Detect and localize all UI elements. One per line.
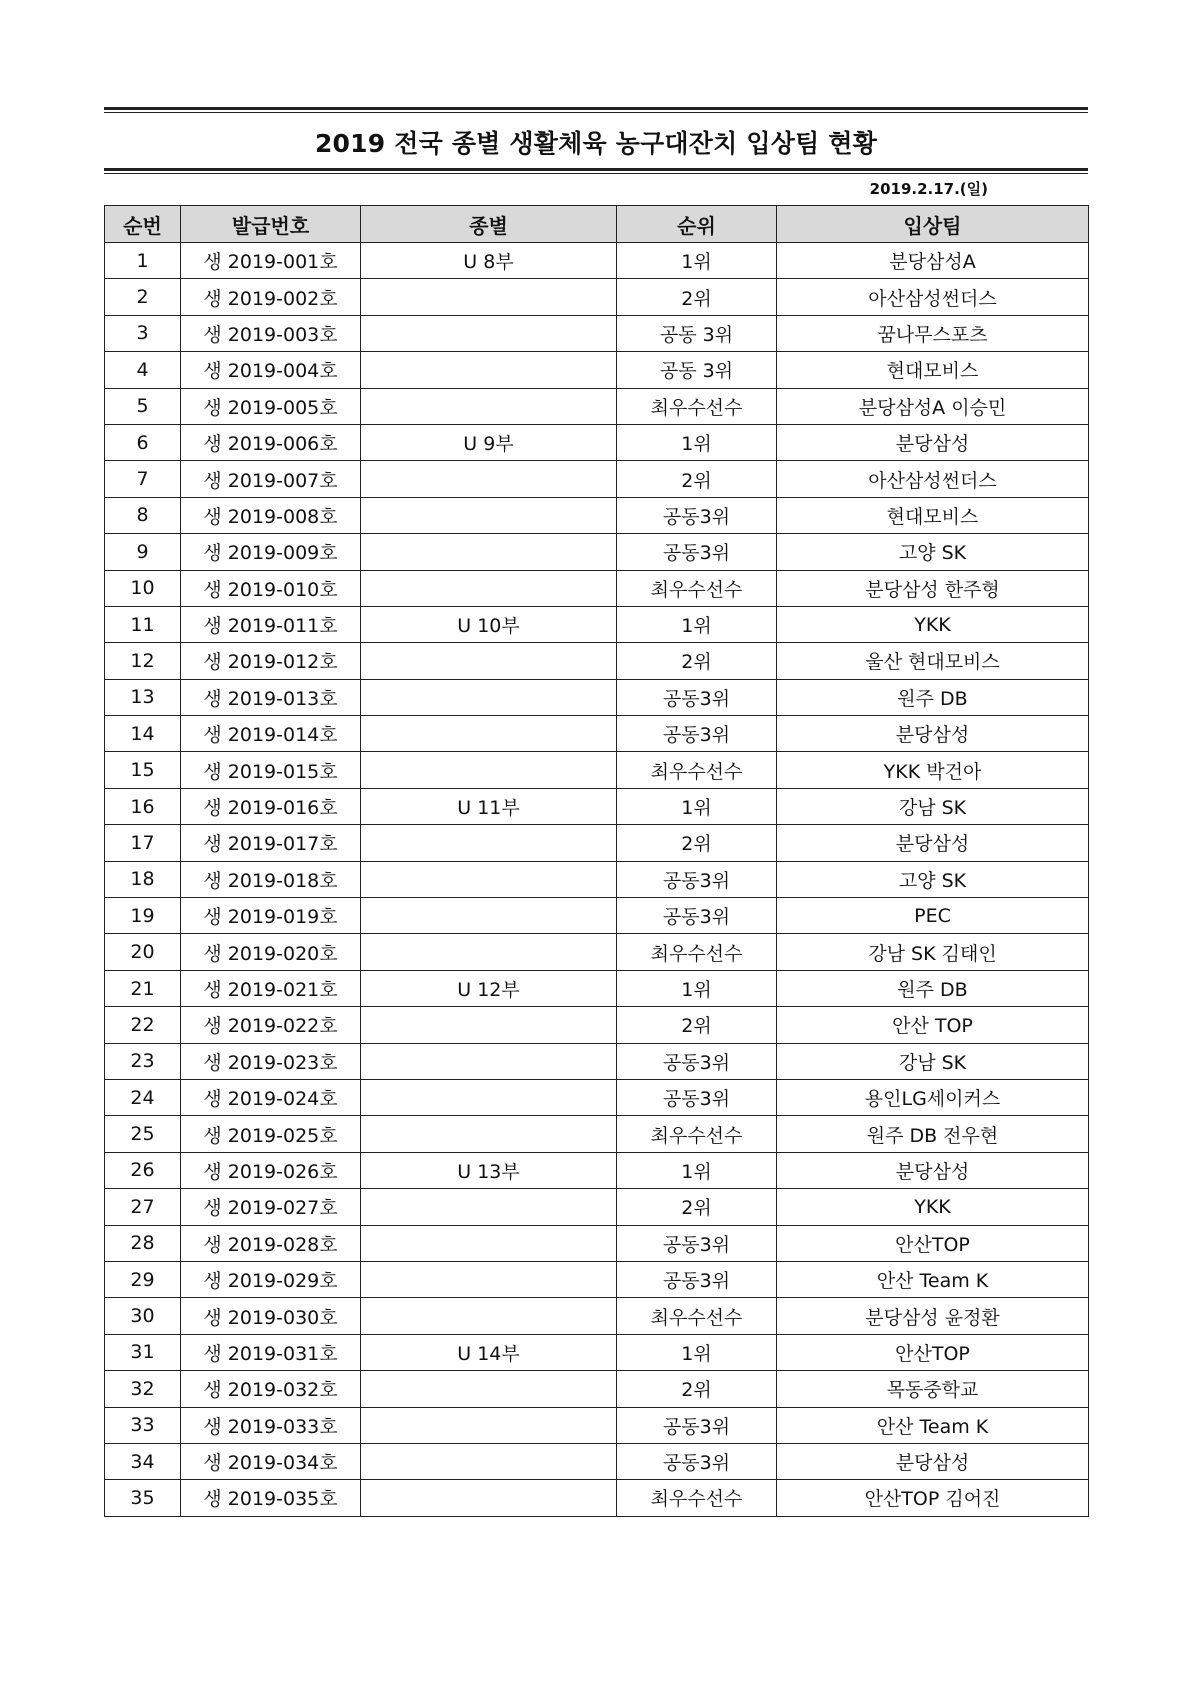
cell-seq: 7 <box>105 461 181 497</box>
title-rule-thin <box>104 173 1088 174</box>
table-row <box>105 424 1089 460</box>
cell-team: 아산삼성썬더스 <box>777 461 1089 497</box>
cell-division <box>361 1043 617 1079</box>
cell-division <box>361 388 617 424</box>
cell-seq: 27 <box>105 1189 181 1225</box>
cell-team: 현대모비스 <box>777 352 1089 388</box>
cell-division <box>361 461 617 497</box>
cell-rank: 공동3위 <box>617 1407 777 1443</box>
cell-issue-number: 생 2019-015호 <box>181 752 361 788</box>
table-row <box>105 1298 1089 1334</box>
cell-team: 안산TOP <box>777 1334 1089 1370</box>
cell-rank: 최우수선수 <box>617 934 777 970</box>
cell-team: 분당삼성 <box>777 1152 1089 1188</box>
cell-issue-number: 생 2019-009호 <box>181 534 361 570</box>
cell-division: U 8부 <box>361 243 617 279</box>
cell-division <box>361 752 617 788</box>
cell-team: YKK 박건아 <box>777 752 1089 788</box>
cell-issue-number: 생 2019-027호 <box>181 1189 361 1225</box>
cell-division <box>361 898 617 934</box>
cell-team: 용인LG세이커스 <box>777 1079 1089 1115</box>
cell-issue-number: 생 2019-017호 <box>181 825 361 861</box>
table-row <box>105 1480 1089 1516</box>
cell-division: U 9부 <box>361 424 617 460</box>
cell-seq: 3 <box>105 315 181 351</box>
cell-division <box>361 497 617 533</box>
cell-issue-number: 생 2019-033호 <box>181 1407 361 1443</box>
table-row <box>105 1079 1089 1115</box>
cell-seq: 15 <box>105 752 181 788</box>
table-row <box>105 388 1089 424</box>
cell-rank: 최우수선수 <box>617 752 777 788</box>
cell-rank: 최우수선수 <box>617 1298 777 1334</box>
cell-rank: 최우수선수 <box>617 570 777 606</box>
cell-rank: 공동 3위 <box>617 352 777 388</box>
cell-division <box>361 679 617 715</box>
cell-seq: 28 <box>105 1225 181 1261</box>
cell-issue-number: 생 2019-035호 <box>181 1480 361 1516</box>
document-title: 2019 전국 종별 생활체육 농구대잔치 입상팀 현황 <box>314 129 878 158</box>
cell-seq: 11 <box>105 606 181 642</box>
cell-team: 원주 DB 전우현 <box>777 1116 1089 1152</box>
table-row <box>105 534 1089 570</box>
cell-team: 원주 DB <box>777 970 1089 1006</box>
cell-division <box>361 1116 617 1152</box>
cell-rank: 공동3위 <box>617 534 777 570</box>
cell-team: 분당삼성 <box>777 716 1089 752</box>
cell-issue-number: 생 2019-021호 <box>181 970 361 1006</box>
cell-division <box>361 1298 617 1334</box>
cell-issue-number: 생 2019-012호 <box>181 643 361 679</box>
cell-issue-number: 생 2019-023호 <box>181 1043 361 1079</box>
table-row <box>105 1152 1089 1188</box>
cell-rank: 공동3위 <box>617 497 777 533</box>
cell-seq: 2 <box>105 279 181 315</box>
cell-team: 안산 Team K <box>777 1407 1089 1443</box>
cell-seq: 5 <box>105 388 181 424</box>
cell-division <box>361 1480 617 1516</box>
table-row <box>105 497 1089 533</box>
cell-issue-number: 생 2019-020호 <box>181 934 361 970</box>
table-row <box>105 461 1089 497</box>
header-team: 입상팀 <box>777 206 1089 243</box>
cell-seq: 22 <box>105 1007 181 1043</box>
table-row <box>105 279 1089 315</box>
cell-division <box>361 534 617 570</box>
award-table <box>104 205 1089 1517</box>
cell-seq: 33 <box>105 1407 181 1443</box>
cell-rank: 공동3위 <box>617 898 777 934</box>
cell-division <box>361 570 617 606</box>
cell-team: 안산 Team K <box>777 1261 1089 1297</box>
cell-rank: 공동3위 <box>617 1043 777 1079</box>
cell-issue-number: 생 2019-019호 <box>181 898 361 934</box>
table-row <box>105 352 1089 388</box>
cell-issue-number: 생 2019-030호 <box>181 1298 361 1334</box>
table-row <box>105 315 1089 351</box>
cell-seq: 23 <box>105 1043 181 1079</box>
cell-rank: 1위 <box>617 1152 777 1188</box>
cell-rank: 공동3위 <box>617 716 777 752</box>
document-date: 2019.2.17.(일) <box>869 180 988 198</box>
cell-rank: 공동3위 <box>617 1261 777 1297</box>
cell-division <box>361 1225 617 1261</box>
cell-rank: 공동 3위 <box>617 315 777 351</box>
cell-issue-number: 생 2019-014호 <box>181 716 361 752</box>
table-row <box>105 570 1089 606</box>
cell-issue-number: 생 2019-008호 <box>181 497 361 533</box>
cell-team: 고양 SK <box>777 861 1089 897</box>
top-rule-thin <box>104 112 1088 113</box>
table-body <box>105 243 1089 1517</box>
cell-issue-number: 생 2019-011호 <box>181 606 361 642</box>
cell-rank: 공동3위 <box>617 1443 777 1479</box>
cell-seq: 29 <box>105 1261 181 1297</box>
cell-seq: 6 <box>105 424 181 460</box>
cell-team: 안산TOP <box>777 1225 1089 1261</box>
cell-division <box>361 1189 617 1225</box>
table-row <box>105 1116 1089 1152</box>
top-rule-thick <box>104 107 1088 110</box>
table-row <box>105 716 1089 752</box>
table-row <box>105 970 1089 1006</box>
cell-issue-number: 생 2019-003호 <box>181 315 361 351</box>
cell-team: 안산TOP 김어진 <box>777 1480 1089 1516</box>
cell-issue-number: 생 2019-016호 <box>181 788 361 824</box>
header-seq: 순번 <box>105 206 181 243</box>
cell-seq: 16 <box>105 788 181 824</box>
cell-team: 분당삼성A <box>777 243 1089 279</box>
cell-rank: 2위 <box>617 825 777 861</box>
table-row <box>105 752 1089 788</box>
cell-team: 꿈나무스포츠 <box>777 315 1089 351</box>
cell-rank: 최우수선수 <box>617 1480 777 1516</box>
cell-seq: 8 <box>105 497 181 533</box>
cell-issue-number: 생 2019-006호 <box>181 424 361 460</box>
cell-seq: 12 <box>105 643 181 679</box>
cell-issue-number: 생 2019-034호 <box>181 1443 361 1479</box>
cell-division <box>361 1007 617 1043</box>
cell-division <box>361 279 617 315</box>
cell-seq: 24 <box>105 1079 181 1115</box>
cell-rank: 2위 <box>617 1189 777 1225</box>
cell-division <box>361 1371 617 1407</box>
cell-team: 현대모비스 <box>777 497 1089 533</box>
table-row <box>105 788 1089 824</box>
cell-seq: 18 <box>105 861 181 897</box>
cell-seq: 32 <box>105 1371 181 1407</box>
table-row <box>105 1007 1089 1043</box>
cell-division <box>361 861 617 897</box>
cell-seq: 30 <box>105 1298 181 1334</box>
cell-division <box>361 825 617 861</box>
cell-team: 분당삼성 <box>777 424 1089 460</box>
cell-seq: 20 <box>105 934 181 970</box>
cell-rank: 1위 <box>617 424 777 460</box>
cell-rank: 2위 <box>617 461 777 497</box>
cell-team: 분당삼성 한주형 <box>777 570 1089 606</box>
cell-seq: 4 <box>105 352 181 388</box>
header-division: 종별 <box>361 206 617 243</box>
cell-rank: 2위 <box>617 1007 777 1043</box>
cell-division <box>361 1407 617 1443</box>
cell-division <box>361 1443 617 1479</box>
cell-team: YKK <box>777 1189 1089 1225</box>
cell-rank: 1위 <box>617 243 777 279</box>
cell-seq: 1 <box>105 243 181 279</box>
cell-division <box>361 716 617 752</box>
cell-rank: 1위 <box>617 606 777 642</box>
table-row <box>105 1261 1089 1297</box>
cell-team: PEC <box>777 898 1089 934</box>
cell-rank: 최우수선수 <box>617 388 777 424</box>
cell-team: 아산삼성썬더스 <box>777 279 1089 315</box>
cell-division: U 13부 <box>361 1152 617 1188</box>
cell-division: U 11부 <box>361 788 617 824</box>
table-row <box>105 898 1089 934</box>
cell-seq: 35 <box>105 1480 181 1516</box>
cell-seq: 31 <box>105 1334 181 1370</box>
cell-seq: 34 <box>105 1443 181 1479</box>
cell-issue-number: 생 2019-032호 <box>181 1371 361 1407</box>
cell-division <box>361 352 617 388</box>
cell-division <box>361 315 617 351</box>
cell-seq: 25 <box>105 1116 181 1152</box>
cell-team: 원주 DB <box>777 679 1089 715</box>
cell-team: 울산 현대모비스 <box>777 643 1089 679</box>
cell-issue-number: 생 2019-029호 <box>181 1261 361 1297</box>
cell-seq: 9 <box>105 534 181 570</box>
cell-seq: 14 <box>105 716 181 752</box>
cell-issue-number: 생 2019-031호 <box>181 1334 361 1370</box>
cell-issue-number: 생 2019-007호 <box>181 461 361 497</box>
cell-issue-number: 생 2019-004호 <box>181 352 361 388</box>
cell-issue-number: 생 2019-002호 <box>181 279 361 315</box>
table-row <box>105 1334 1089 1370</box>
cell-rank: 1위 <box>617 1334 777 1370</box>
cell-issue-number: 생 2019-026호 <box>181 1152 361 1188</box>
header-issue-number: 발급번호 <box>181 206 361 243</box>
cell-issue-number: 생 2019-005호 <box>181 388 361 424</box>
cell-team: 목동중학교 <box>777 1371 1089 1407</box>
cell-rank: 공동3위 <box>617 1079 777 1115</box>
cell-team: 분당삼성A 이승민 <box>777 388 1089 424</box>
cell-issue-number: 생 2019-001호 <box>181 243 361 279</box>
table-row <box>105 1371 1089 1407</box>
cell-division: U 12부 <box>361 970 617 1006</box>
table-row <box>105 861 1089 897</box>
cell-seq: 13 <box>105 679 181 715</box>
cell-rank: 1위 <box>617 788 777 824</box>
cell-issue-number: 생 2019-024호 <box>181 1079 361 1115</box>
header-rank: 순위 <box>617 206 777 243</box>
cell-issue-number: 생 2019-022호 <box>181 1007 361 1043</box>
table-row <box>105 825 1089 861</box>
cell-team: 강남 SK <box>777 788 1089 824</box>
cell-issue-number: 생 2019-018호 <box>181 861 361 897</box>
cell-team: 강남 SK 김태인 <box>777 934 1089 970</box>
cell-team: YKK <box>777 606 1089 642</box>
table-header-row <box>105 206 1089 243</box>
cell-issue-number: 생 2019-028호 <box>181 1225 361 1261</box>
table-row <box>105 1043 1089 1079</box>
cell-division <box>361 934 617 970</box>
cell-rank: 공동3위 <box>617 861 777 897</box>
table-row <box>105 934 1089 970</box>
cell-seq: 10 <box>105 570 181 606</box>
cell-seq: 19 <box>105 898 181 934</box>
table-row <box>105 1443 1089 1479</box>
cell-team: 강남 SK <box>777 1043 1089 1079</box>
table-row <box>105 243 1089 279</box>
cell-seq: 26 <box>105 1152 181 1188</box>
cell-team: 분당삼성 <box>777 825 1089 861</box>
cell-division: U 14부 <box>361 1334 617 1370</box>
table-row <box>105 606 1089 642</box>
cell-seq: 17 <box>105 825 181 861</box>
cell-division <box>361 1079 617 1115</box>
cell-team: 분당삼성 윤정환 <box>777 1298 1089 1334</box>
cell-issue-number: 생 2019-013호 <box>181 679 361 715</box>
cell-issue-number: 생 2019-010호 <box>181 570 361 606</box>
cell-division <box>361 1261 617 1297</box>
cell-rank: 2위 <box>617 643 777 679</box>
cell-rank: 최우수선수 <box>617 1116 777 1152</box>
cell-team: 고양 SK <box>777 534 1089 570</box>
cell-rank: 1위 <box>617 970 777 1006</box>
table-row <box>105 1189 1089 1225</box>
cell-team: 안산 TOP <box>777 1007 1089 1043</box>
cell-rank: 공동3위 <box>617 679 777 715</box>
cell-rank: 2위 <box>617 1371 777 1407</box>
table-row <box>105 643 1089 679</box>
table-row <box>105 1225 1089 1261</box>
cell-issue-number: 생 2019-025호 <box>181 1116 361 1152</box>
cell-team: 분당삼성 <box>777 1443 1089 1479</box>
cell-division: U 10부 <box>361 606 617 642</box>
cell-division <box>361 643 617 679</box>
cell-seq: 21 <box>105 970 181 1006</box>
table-row <box>105 679 1089 715</box>
title-rule-thick <box>104 168 1088 171</box>
table-row <box>105 1407 1089 1443</box>
cell-rank: 2위 <box>617 279 777 315</box>
cell-rank: 공동3위 <box>617 1225 777 1261</box>
